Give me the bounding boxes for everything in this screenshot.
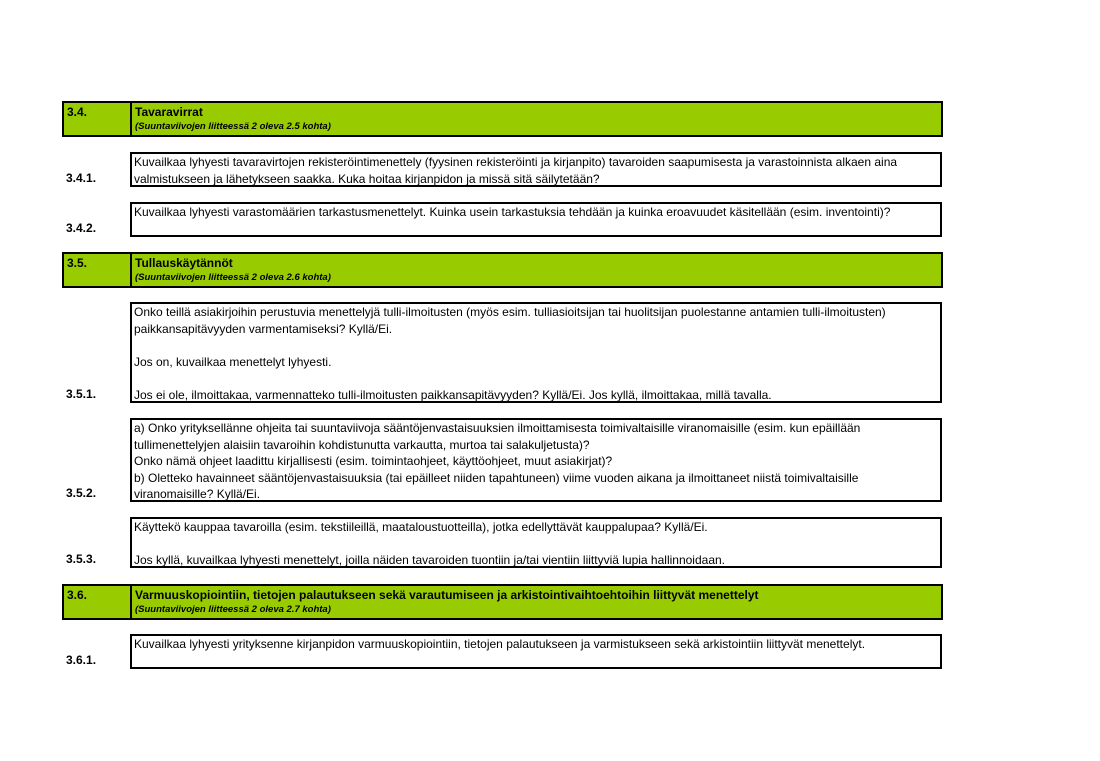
question-number: 3.4.1. — [66, 171, 97, 185]
question-box-3-6-1[interactable] — [130, 634, 942, 669]
question-text-a: Onko teillä asiakirjoihin perustuvia menettelyjä tulli-ilmoitusten (myös esim. tulliasioitsijan tai huolitsijan puolestanne antamien tulli-ilmoitusten) paikkansapitävyyden varmentamiseksi? Kyllä/Ei. — [134, 305, 886, 336]
question-text-a: Käyttekö kauppaa tavaroilla (esim. tekstiileillä, maataloustuotteilla), jotka edellyttävät kauppalupaa? Kyllä/Ei. — [134, 520, 708, 534]
section-title: Tavaravirrat — [135, 105, 203, 119]
section-subtitle: (Suuntaviivojen liitteessä 2 oleva 2.5 kohta) — [135, 121, 331, 132]
question-text-b: Jos on, kuvailkaa menettelyt lyhyesti. — [134, 354, 332, 369]
question-number: 3.4.2. — [66, 221, 97, 235]
section-header-3-4 — [62, 101, 943, 137]
question-text: Kuvailkaa lyhyesti tavaravirtojen rekisteröintimenettely (fyysinen rekisteröinti ja kirjanpito) tavaroiden saapumisesta ja varastoinnista alkaen aina valmistukseen ja lähetykseen saakka. Kuka hoitaa kirjanpidon ja missä sitä säilytetään? — [134, 155, 898, 186]
question-box-3-5-1[interactable] — [130, 302, 942, 403]
section-header-3-5 — [62, 252, 943, 288]
question-text-c: b) Oletteko havainneet sääntöjenvastaisuuksia (tai epäilleet niiden tapahtuneen) viime vuoden aikana ja ilmoittaneet niistä toimivaltaisille viranomaisille? Kyllä/Ei. — [134, 470, 859, 501]
question-text-a: a) Onko yrityksellänne ohjeita tai suuntaviivoja sääntöjenvastaisuuksien ilmoittamisesta toimivaltaisille viranomaisille (esim. kun epäillään tullimenettelyjen alaisiin tavaroihin kohdistunutta varkautta, murtoa tai salakuljetusta)? — [134, 421, 861, 452]
question-box-3-5-3[interactable] — [130, 517, 942, 568]
question-text-b: Jos kyllä, kuvailkaa lyhyesti menettelyt, joilla näiden tavaroiden tuontiin ja/tai vientiin liittyviä lupia hallinnoidaan. — [134, 553, 725, 567]
question-number: 3.5.1. — [66, 387, 97, 401]
section-number: 3.4. — [64, 103, 132, 135]
section-subtitle: (Suuntaviivojen liitteessä 2 oleva 2.7 kohta) — [135, 604, 331, 615]
question-text-c: Jos ei ole, ilmoittakaa, varmennatteko tulli-ilmoitusten paikkansapitävyyden? Kyllä/Ei. Jos kyllä, ilmoittakaa, millä tavalla. — [134, 387, 772, 402]
question-text: Kuvailkaa lyhyesti varastomäärien tarkastusmenettelyt. Kuinka usein tarkastuksia tehdään ja kuinka eroavuudet käsitellään (esim. inventointi)? — [134, 205, 891, 219]
question-text: Kuvailkaa lyhyesti yrityksenne kirjanpidon varmuuskopiointiin, tietojen palautukseen ja varmistukseen sekä arkistointiin liittyvät menettelyt. — [134, 637, 866, 651]
question-number: 3.6.1. — [66, 653, 97, 667]
question-box-3-4-1[interactable] — [130, 152, 942, 187]
section-title: Varmuuskopiointiin, tietojen palautukseen sekä varautumiseen ja arkistointivaihtoehtoihin liittyvät menettelyt — [135, 588, 759, 602]
section-number: 3.6. — [64, 586, 132, 618]
section-header-3-6 — [62, 584, 943, 620]
question-number: 3.5.3. — [66, 552, 97, 566]
section-title: Tullauskäytännöt — [135, 256, 233, 270]
section-subtitle: (Suuntaviivojen liitteessä 2 oleva 2.6 kohta) — [135, 272, 331, 283]
question-box-3-4-2[interactable] — [130, 202, 942, 237]
question-box-3-5-2[interactable] — [130, 418, 942, 502]
question-text-b: Onko nämä ohjeet laadittu kirjallisesti (esim. toimintaohjeet, käyttöohjeet, muut asiakirjat)? — [134, 454, 613, 468]
section-number: 3.5. — [64, 254, 132, 286]
question-number: 3.5.2. — [66, 486, 97, 500]
